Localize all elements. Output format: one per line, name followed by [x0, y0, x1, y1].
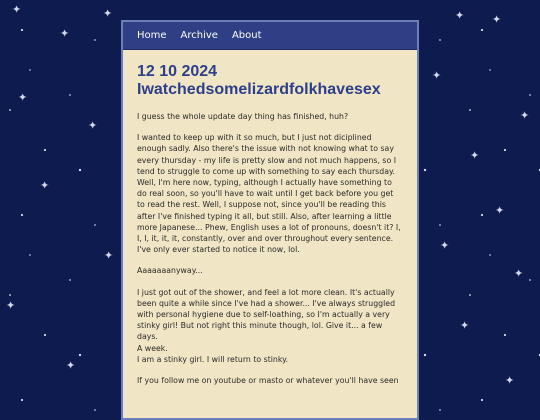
paragraph	[137, 287, 403, 365]
sparkle-icon: ✦	[440, 239, 450, 252]
post-title-text: Iwatchedsomelizardfolkhavesex	[137, 81, 381, 98]
sparkle-icon: ✦	[66, 359, 76, 372]
nav-home-link[interactable]: Home	[137, 30, 167, 41]
top-nav	[123, 22, 417, 50]
paragraph-line: Aaaaaaanyway...	[137, 266, 203, 276]
sparkle-icon: ✦	[12, 3, 22, 16]
post	[123, 50, 417, 386]
paragraph	[137, 132, 403, 255]
sparkle-icon: ✦	[18, 91, 28, 104]
sparkle-icon: ✦	[514, 267, 524, 280]
sparkle-icon: ✦	[88, 119, 98, 132]
sparkle-icon: ✦	[505, 374, 515, 387]
post-title	[137, 63, 403, 99]
paragraph	[137, 375, 403, 386]
blog-page	[121, 20, 419, 420]
sparkle-icon: ✦	[432, 69, 442, 82]
paragraph-line: If you follow me on youtube or masto or whatever you'll have seen	[137, 376, 399, 386]
sparkle-icon: ✦	[40, 179, 50, 192]
paragraph-line: I am a stinky girl. I will return to stinky.	[137, 354, 289, 364]
paragraph-line: I guess the whole update day thing has finished, huh?	[137, 112, 349, 121]
sparkle-icon: ✦	[455, 9, 465, 22]
paragraph-line: I wanted to keep up with it so much, but I just not diciplined enough sadly. Also there's the issue with not knowing what to say every thursday - my life is pretty slow and not much happens, so I tend to struggle to come up with something to say each thursday. Well, I'm here now, typing, although I actually have something to do real soon, so you'll have to wait until I get back before you get to read the rest. Well, I suppose not, since you'll be reading this after I've finished typing it all, but still. Also, after learning a little more Japanese... Phew, English uses a lot of pronouns, doesn't it? I, I, I, it, it, it, constantly, over and over throughout every sentence. I've only ever started to notice it now, lol.	[137, 133, 401, 255]
sparkle-icon: ✦	[460, 319, 470, 332]
paragraph	[137, 111, 403, 122]
paragraph-line: I just got out of the shower, and feel a lot more clean. It's actually been quite a while since I've had a shower... I've always struggled with personal hygiene due to self-loathing, so I'm actually a very stinky girl! But not right this minute though, lol. Give it... a few days.	[137, 287, 396, 342]
sparkle-icon: ✦	[6, 299, 16, 312]
sparkle-icon: ✦	[492, 13, 502, 26]
sparkle-icon: ✦	[103, 7, 113, 20]
sparkle-icon: ✦	[60, 27, 70, 40]
sparkle-icon: ✦	[495, 204, 505, 217]
post-date: 12 10 2024	[137, 63, 218, 80]
nav-about-link[interactable]: About	[231, 30, 262, 41]
paragraph-line: A week.	[137, 343, 168, 353]
sparkle-icon: ✦	[104, 249, 114, 262]
sparkle-icon: ✦	[520, 109, 530, 122]
sparkle-icon: ✦	[470, 149, 480, 162]
nav-archive-link[interactable]: Archive	[180, 30, 218, 41]
post-body	[137, 111, 403, 386]
paragraph	[137, 265, 403, 276]
